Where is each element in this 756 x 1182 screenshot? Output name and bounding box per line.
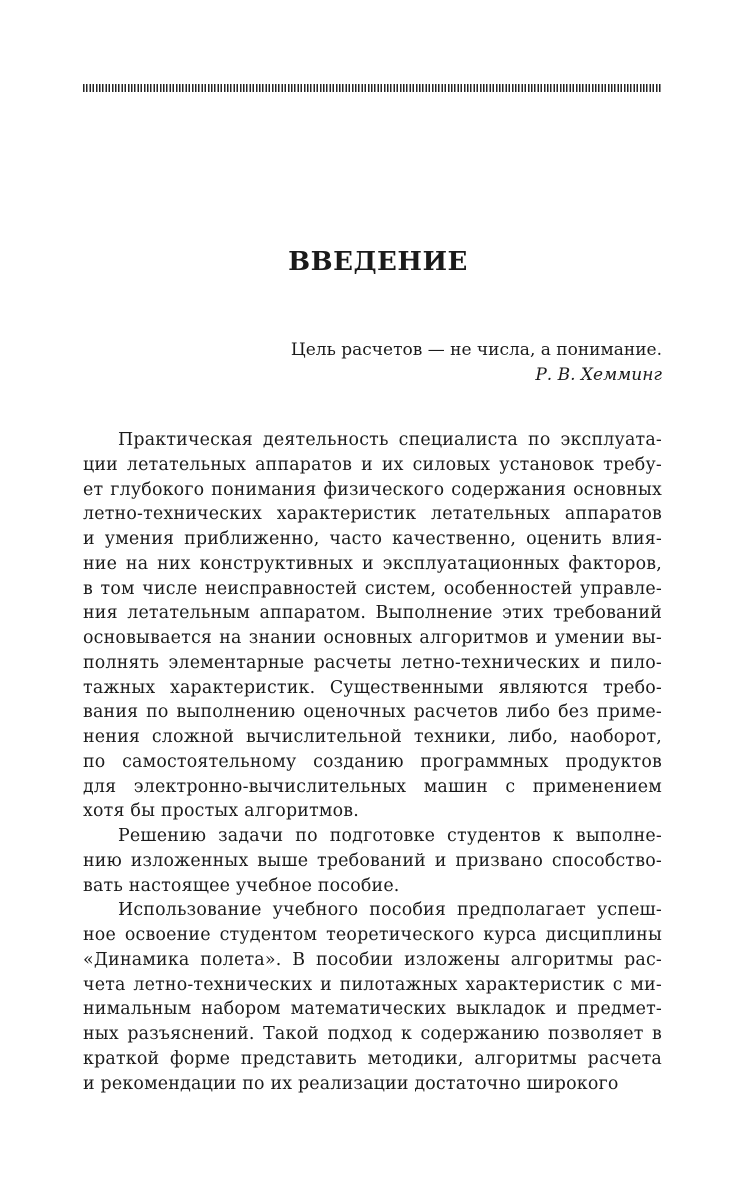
paragraph [83,428,662,824]
epigraph-author: Р. В. Хемминг [535,365,662,385]
text-line: нию изложенных выше требований и призвано способство- [83,850,662,871]
text-line: по самостоятельному созданию программных продуктов [83,751,662,772]
body-text [83,428,662,1096]
text-line: полнять элементарные расчеты летно-технических и пило- [83,652,662,673]
text-line: «Динамика полета». В пособии изложены алгоритмы рас- [83,949,662,970]
text-line: основывается на знании основных алгоритмов и умении вы- [83,628,662,648]
text-line: в том числе неисправностей систем, особенностей управле- [83,578,662,599]
epigraph [291,338,662,388]
text-line: вания по выполнению оценочных расчетов либо без приме- [83,702,662,723]
paragraph [83,824,662,898]
epigraph-quote: Цель расчетов — не числа, а понимание. [290,340,662,360]
text-line: Использование учебного пособия предполагает успеш- [118,900,662,921]
text-line: нения сложной вычислительной техники, либо, наоборот, [83,727,662,747]
text-line: ное освоение студентом теоретического курса дисциплины [83,925,662,945]
paragraph [83,898,662,1096]
text-line: Решению задачи по подготовке студентов к выполне- [118,826,662,846]
text-line: чета летно-технических и пилотажных характеристик с ми- [83,974,662,995]
text-line: тажных характеристик. Существенными являются требо- [83,677,662,698]
text-line: Практическая деятельность специалиста по эксплуата- [118,430,662,450]
text-line: и рекомендации по их реализации достаточно широкого [83,1073,619,1094]
text-line: ет глубокого понимания физического содержания основных [83,479,662,500]
text-line: вать настоящее учебное пособие. [83,875,400,896]
text-line: краткой форме представить методики, алгоритмы расчета [83,1048,662,1069]
header-rule [83,84,662,92]
text-line: ции летательных аппаратов и их силовых установок требу- [83,454,662,475]
text-line: летно-технических характеристик летательных аппаратов [83,504,662,525]
text-line: ных разъяснений. Такой подход к содержанию позволяет в [83,1024,662,1044]
text-line: ния летательным аппаратом. Выполнение этих требований [83,603,662,624]
text-line: для электронно-вычислительных машин с применением [83,776,662,797]
text-line: и умения приближенно, часто качественно, оценить влия- [83,529,662,549]
page-title: ВВЕДЕНИЕ [288,247,468,277]
text-line: ние на них конструктивных и эксплуатационных факторов, [83,553,662,574]
text-line: нимальным набором математических выкладок и предмет- [83,999,662,1020]
text-line: хотя бы простых алгоритмов. [83,801,360,822]
